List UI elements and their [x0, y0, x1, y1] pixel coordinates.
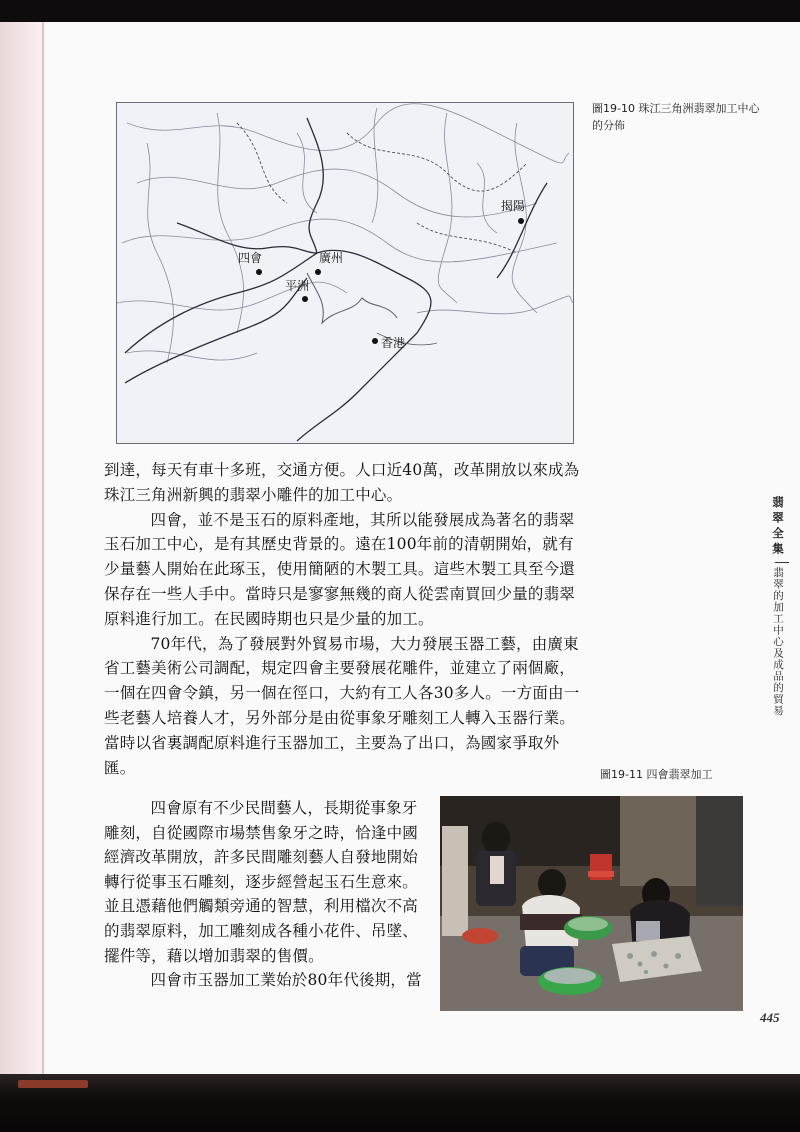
book-cover-edge [0, 1074, 800, 1132]
article-body-continued [104, 796, 426, 993]
header-divider [775, 562, 789, 563]
paragraph: 四會市玉器加工業始於80年代後期，當 [150, 971, 422, 990]
paragraph: 四會，並不是玉石的原料產地，其所以能發展成為著名的翡翠玉石加工中心，是有其歷史背景的。遠在100年前的清朝開始，就有少量藝人開始在此琢玉，使用簡陋的木製工具。這些木製工具至今還保存在一些人手中。當時只是寥寥無幾的商人從雲南買回少量的翡翠原料進行加工。在民國時期也只是少量的加工。 [104, 510, 576, 628]
workshop-scene [440, 796, 743, 1011]
paragraph: 70年代，為了發展對外貿易市場，大力發展玉器工藝，由廣東省工藝美術公司調配，規定四會主要發展花雕件，並建立了兩個廠，一個在四會令鎮，另一個在徑口，大約有工人各30多人。一方面由一些老藝人培養人才，另外部分是由從事象牙雕刻工人轉入玉器行業。當時以省裏調配原料進行玉器加工，主要為了出口，為國家爭取外匯。 [104, 634, 580, 777]
place-hongkong: 香港 [381, 336, 406, 350]
place-sihui: 四會 [238, 251, 263, 265]
photo-caption: 圖19-11 四會翡翠加工 [600, 768, 713, 781]
paragraph: 到達，每天有車十多班，交通方便。人口近40萬，改革開放以來成為珠江三角洲新興的翡翠小雕件的加工中心。 [104, 461, 580, 504]
running-header [771, 496, 793, 717]
map-illustration [117, 103, 573, 443]
binding-edge [42, 22, 44, 1074]
pingzhou-marker [302, 296, 308, 302]
book-page [0, 22, 800, 1074]
place-jieyang: 揭陽 [501, 199, 526, 213]
book-title: 翡翠全集 [771, 496, 785, 558]
book-binding-shadow [0, 22, 44, 1074]
guangzhou-marker [315, 269, 321, 275]
map-figure [116, 102, 574, 444]
page-number: 445 [760, 1010, 780, 1025]
place-guangzhou: 廣州 [319, 251, 344, 265]
hongkong-marker [372, 338, 378, 344]
chapter-title: 翡翠的加工中心及成品的貿易 [772, 567, 784, 717]
paragraph: 四會原有不少民間藝人，長期從事象牙雕刻，自從國際市場禁售象牙之時，恰逢中國經濟改革開放，許多民間雕刻藝人自發地開始轉行從事玉石雕刻，逐步經營起玉石生意來。並且憑藉他們觸類旁通的智慧，利用檔次不高的翡翠原料，加工雕刻成各種小花件、吊墜、擺件等，藉以增加翡翠的售價。 [104, 799, 419, 965]
article-body [104, 458, 580, 780]
jieyang-marker [518, 218, 524, 224]
map-caption: 圖19-10 珠江三角洲翡翠加工中心的分佈 [592, 102, 760, 132]
sihui-marker [256, 269, 262, 275]
place-pingzhou: 平洲 [285, 279, 310, 293]
workshop-photo [440, 796, 743, 1011]
cover-accent [18, 1080, 88, 1088]
